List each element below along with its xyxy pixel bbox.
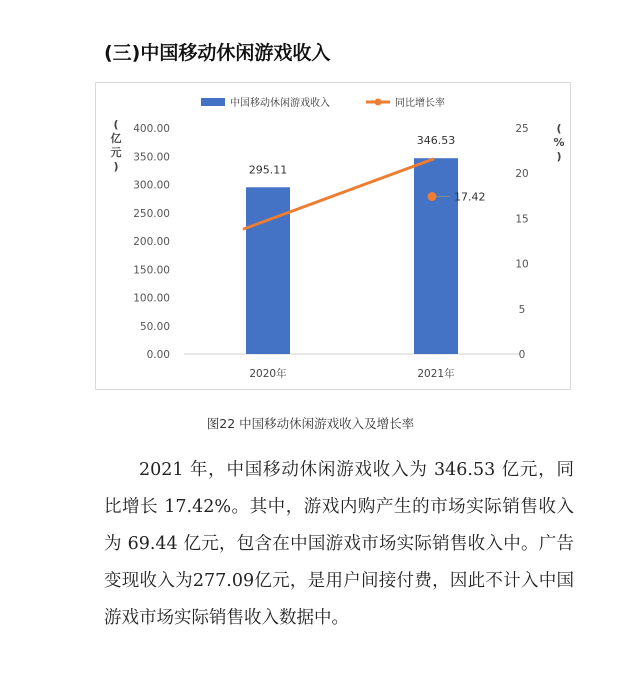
section-title: (三)中国移动休闲游戏收入 (104, 42, 331, 64)
figure-caption: 图22 中国移动休闲游戏收入及增长率 (206, 416, 415, 431)
left-axis-label-char: 元 (110, 146, 122, 159)
left-axis-label-char: 亿 (110, 132, 122, 145)
left-tick-label: 100.00 (133, 292, 170, 305)
body-paragraph: 2021 年，中国移动休闲游戏收入为 346.53 亿元，同比增长 17.42%。其中，游戏内购产生的市场实际销售收入为 69.44 亿元，包含在中国游戏市场实际销售收入中。广告变现收入为277.09亿元，是用户间接付费，因此不计入中国游戏市场实际销售收入数据中。 (104, 460, 574, 628)
growth-rate-point-label: 17.42 (454, 190, 486, 204)
right-tick-label: 5 (518, 303, 526, 316)
left-tick-label: 250.00 (133, 207, 170, 220)
left-tick-label: 400.00 (133, 123, 170, 135)
chart-canvas (96, 83, 570, 389)
growth-rate-point (428, 192, 437, 201)
right-tick-label: 15 (515, 213, 529, 226)
right-tick-label: 20 (515, 168, 529, 181)
left-tick-label: 0.00 (146, 349, 170, 361)
left-tick-label: 350.00 (133, 151, 170, 164)
right-tick-label: 10 (515, 258, 529, 271)
bar-value-label: 346.53 (416, 134, 456, 148)
right-tick-label: 0 (518, 349, 526, 361)
right-axis-label-char: ( (556, 122, 562, 135)
left-tick-label: 150.00 (133, 264, 170, 277)
legend-line-marker (375, 99, 382, 106)
left-axis-label-char: ( (113, 118, 119, 131)
legend-bar-swatch (201, 98, 225, 106)
left-tick-label: 50.00 (139, 320, 170, 333)
category-label: 2020年 (249, 368, 287, 380)
bar-2020年 (246, 187, 290, 354)
bar-2021年 (414, 158, 458, 354)
bar-value-label: 295.11 (248, 163, 288, 177)
legend-bar-label: 中国移动休闲游戏收入 (230, 98, 330, 109)
right-axis-label-char: % (553, 136, 565, 149)
right-axis-label-char: ) (556, 150, 562, 163)
right-tick-label: 25 (515, 123, 529, 135)
left-tick-label: 200.00 (133, 236, 170, 248)
left-tick-label: 300.00 (133, 179, 170, 192)
revenue-chart (95, 82, 571, 390)
legend-line-label: 同比增长率 (395, 98, 445, 109)
category-label: 2021年 (417, 368, 455, 380)
left-axis-label-char: ) (113, 160, 119, 173)
